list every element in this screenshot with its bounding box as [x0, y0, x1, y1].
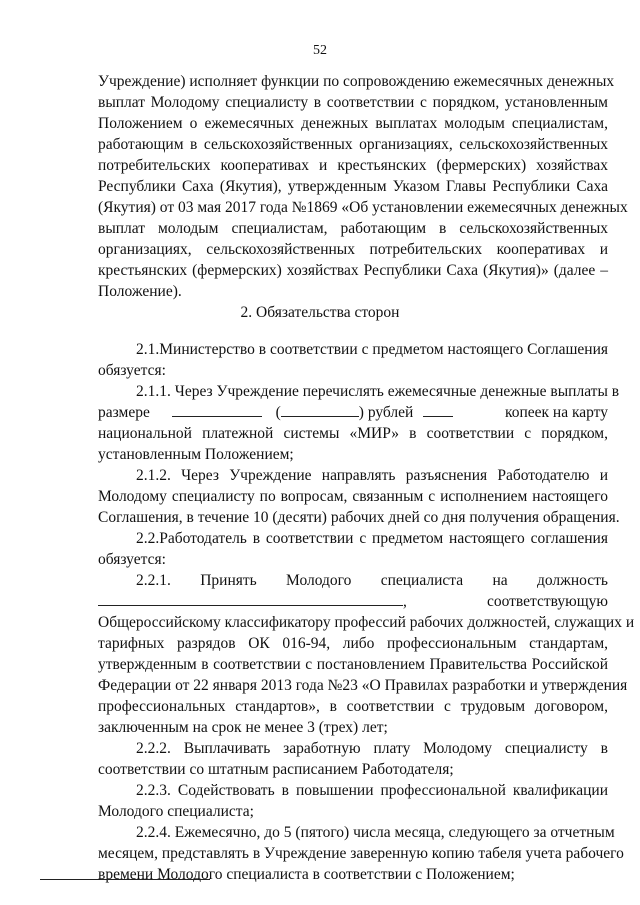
intro-line: Положение).	[98, 283, 182, 300]
footnote-divider	[40, 879, 210, 880]
clause-line: месяцем, представлять в Учреждение заверенную копию табеля учета рабочего	[98, 845, 624, 862]
clause-line: профессиональных стандартов», в соответствии с трудовым договором,	[98, 698, 608, 715]
clause-line: 2.2.2. Выплачивать заработную плату Молодому специалисту в	[136, 740, 608, 757]
position-blank-field[interactable]	[98, 592, 403, 606]
page-number: 52	[313, 43, 327, 58]
clause-text: размере	[98, 404, 150, 421]
intro-line: Республики Саха (Якутия), утвержденным Указом Главы Республики Саха	[98, 178, 608, 195]
intro-line: (Якутия) от 03 мая 2017 года №1869 «Об установлении ежемесячных денежных	[98, 199, 628, 216]
clause-line: обязуется:	[98, 362, 166, 379]
clause-line: 2.1.1. Через Учреждение перечислять ежемесячные денежные выплаты в	[136, 383, 620, 400]
clause-line: заключенным на срок не менее 3 (трех) лет;	[98, 719, 388, 736]
clause-text: (	[275, 404, 281, 421]
amount-blank-field[interactable]	[172, 403, 262, 417]
clause-line: Общероссийскому классификатору профессий рабочих должностей, служащих и	[98, 614, 635, 631]
clause-line: 2.1.Министерство в соответствии с предметом настоящего Соглашения	[136, 341, 608, 358]
clause-line: Федерации от 22 января 2013 года №23 «О Правилах разработки и утверждения	[98, 677, 628, 694]
clause-line: обязуется:	[98, 551, 166, 568]
clause-line: Молодому специалисту по вопросам, связанным с исполнением настоящего	[98, 488, 608, 505]
clause-line: 2.2.1. Принять Молодого специалиста на должность	[136, 572, 608, 589]
clause-line-with-blanks	[98, 592, 608, 611]
intro-line: крестьянских (фермерских) хозяйствах Республики Саха (Якутия)» (далее –	[98, 262, 608, 279]
clause-line: тарифных разрядов ОК 016-94, либо профессиональным стандартам,	[98, 635, 608, 652]
intro-line: потребительских кооперативах и крестьянских (фермерских) хозяйствах	[98, 157, 608, 174]
clause-line: соответствии со штатным расписанием Работодателя;	[98, 761, 454, 778]
amount-words-blank-field[interactable]	[281, 403, 359, 417]
clause-line: 2.2.4. Ежемесячно, до 5 (пятого) числа месяца, следующего за отчетным	[136, 824, 615, 841]
intro-line: выплат молодым специалистам, работающим в сельскохозяйственных	[98, 220, 608, 237]
clause-line: 2.2.Работодатель в соответствии с предметом настоящего соглашения	[136, 530, 608, 547]
clause-line: времени Молодого специалиста в соответствии с Положением;	[98, 866, 515, 883]
intro-line: работающим в сельскохозяйственных организациях, сельскохозяйственных	[98, 136, 608, 153]
intro-line: организациях, сельскохозяйственных потребительских кооперативах и	[98, 241, 608, 258]
intro-line: выплат Молодому специалисту в соответствии с порядком, установленным	[98, 94, 608, 111]
clause-line: 2.2.3. Содействовать в повышении профессиональной квалификации	[136, 782, 608, 799]
clause-line: национальной платежной системы «МИР» в соответствии с порядком,	[98, 425, 608, 442]
clause-text: ) рублей	[358, 404, 414, 421]
clause-line: Молодого специалиста;	[98, 803, 254, 820]
clause-line-with-blanks	[98, 403, 608, 422]
kopecks-blank-field[interactable]	[423, 403, 453, 417]
clause-line: 2.1.2. Через Учреждение направлять разъяснения Работодателю и	[136, 467, 608, 484]
clause-text: соответствующую	[486, 593, 608, 610]
clause-line: установленным Положением;	[98, 446, 294, 463]
section-heading: 2. Обязательства сторон	[240, 304, 400, 321]
clause-line: утвержденным в соответствии с постановлением Правительства Российской	[98, 656, 608, 673]
clause-text: копеек на карту	[504, 404, 608, 421]
intro-line: Учреждение) исполняет функции по сопровождению ежемесячных денежных	[98, 73, 615, 90]
intro-line: Положением о ежемесячных денежных выплатах молодым специалистам,	[98, 115, 608, 132]
clause-text: ,	[403, 593, 407, 610]
clause-line: Соглашения, в течение 10 (десяти) рабочих дней со дня получения обращения.	[98, 509, 620, 526]
